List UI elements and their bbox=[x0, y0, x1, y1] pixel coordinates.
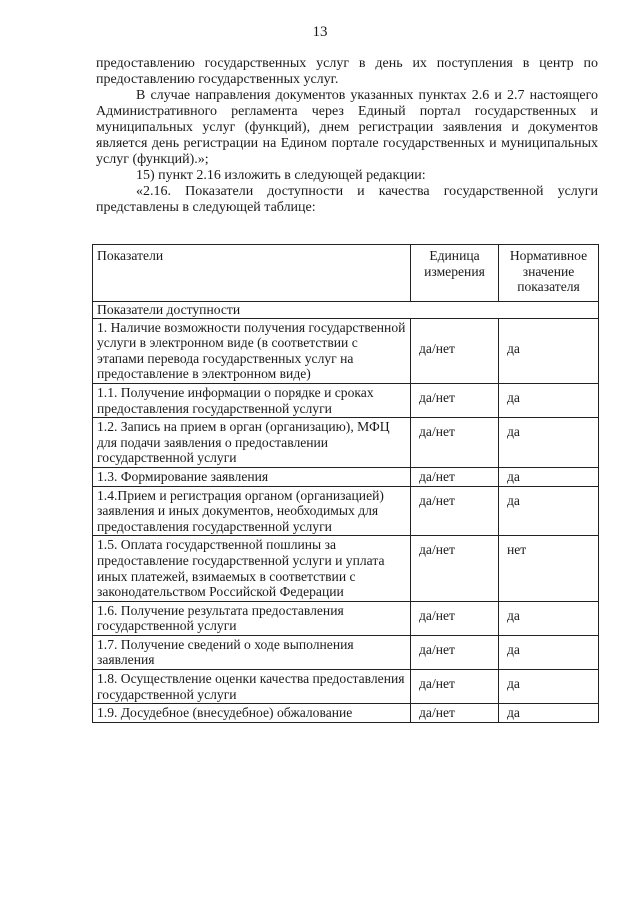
section-title: Показатели доступности bbox=[93, 302, 599, 319]
unit-cell: да/нет bbox=[411, 318, 499, 383]
indicator-cell: 1.8. Осуществление оценки качества предоставления государственной услуги bbox=[93, 670, 411, 704]
indicator-cell: 1.6. Получение результата предоставления государственной услуги bbox=[93, 601, 411, 635]
page-number: 13 bbox=[312, 24, 328, 40]
value-cell: да bbox=[499, 418, 599, 468]
indicator-cell: 1.3. Формирование заявления bbox=[93, 467, 411, 486]
table-row bbox=[93, 536, 599, 601]
value-cell: да bbox=[499, 318, 599, 383]
indicator-cell: 1.7. Получение сведений о ходе выполнения заявления bbox=[93, 635, 411, 669]
unit-cell: да/нет bbox=[411, 601, 499, 635]
indicator-cell: 1.1. Получение информации о порядке и сроках предоставления государственной услуги bbox=[93, 383, 411, 417]
value-cell: нет bbox=[499, 536, 599, 601]
paragraph: 15) пункт 2.16 изложить в следующей редакции: bbox=[136, 168, 426, 183]
value-cell: да bbox=[499, 704, 599, 723]
paragraph: «2.16. Показатели доступности и качества государственной услуги представлены в следующей таблице: bbox=[96, 184, 598, 215]
paragraph: предоставлению государственных услуг в день их поступления в центр по предоставлению государственных услуг. bbox=[96, 56, 598, 87]
column-header-value: Нормативное значение показателя bbox=[499, 245, 599, 302]
value-cell: да bbox=[499, 635, 599, 669]
table-row bbox=[93, 486, 599, 536]
unit-cell: да/нет bbox=[411, 704, 499, 723]
table-row bbox=[93, 383, 599, 417]
table-row bbox=[93, 704, 599, 723]
indicators-table bbox=[92, 244, 599, 723]
unit-cell: да/нет bbox=[411, 467, 499, 486]
table-row bbox=[93, 467, 599, 486]
indicator-cell: 1. Наличие возможности получения государственной услуги в электронном виде (в соответствии с этапами перевода государственных услуг на предоставление в электронном виде) bbox=[93, 318, 411, 383]
indicator-cell: 1.2. Запись на прием в орган (организацию), МФЦ для подачи заявления о предоставлении государственной услуги bbox=[93, 418, 411, 468]
value-cell: да bbox=[499, 383, 599, 417]
unit-cell: да/нет bbox=[411, 383, 499, 417]
table-row bbox=[93, 601, 599, 635]
table-row bbox=[93, 670, 599, 704]
column-header-unit: Единица измерения bbox=[411, 245, 499, 302]
unit-cell: да/нет bbox=[411, 418, 499, 468]
table-row bbox=[93, 418, 599, 468]
unit-cell: да/нет bbox=[411, 670, 499, 704]
table-row bbox=[93, 635, 599, 669]
unit-cell: да/нет bbox=[411, 536, 499, 601]
paragraph: В случае направления документов указанных пунктах 2.6 и 2.7 настоящего Административного регламента через Единый портал государственных и муниципальных услуг (функций), днем регистрации заявления и документов является день регистрации на Едином портале государственных и муниципальных услуг (функций).»; bbox=[96, 88, 598, 167]
indicator-cell: 1.5. Оплата государственной пошлины за предоставление государственной услуги и уплата иных платежей, взимаемых в соответствии с законодательством Российской Федерации bbox=[93, 536, 411, 601]
indicator-cell: 1.4.Прием и регистрация органом (организацией) заявления и иных документов, необходимых для предоставления государственной услуги bbox=[93, 486, 411, 536]
unit-cell: да/нет bbox=[411, 486, 499, 536]
value-cell: да bbox=[499, 486, 599, 536]
unit-cell: да/нет bbox=[411, 635, 499, 669]
value-cell: да bbox=[499, 670, 599, 704]
table-row bbox=[93, 318, 599, 383]
indicator-cell: 1.9. Досудебное (внесудебное) обжалование bbox=[93, 704, 411, 723]
table-header-row bbox=[93, 245, 599, 302]
table-section-row bbox=[93, 302, 599, 319]
value-cell: да bbox=[499, 467, 599, 486]
value-cell: да bbox=[499, 601, 599, 635]
body-text bbox=[96, 56, 598, 216]
column-header-indicator: Показатели bbox=[93, 245, 411, 302]
